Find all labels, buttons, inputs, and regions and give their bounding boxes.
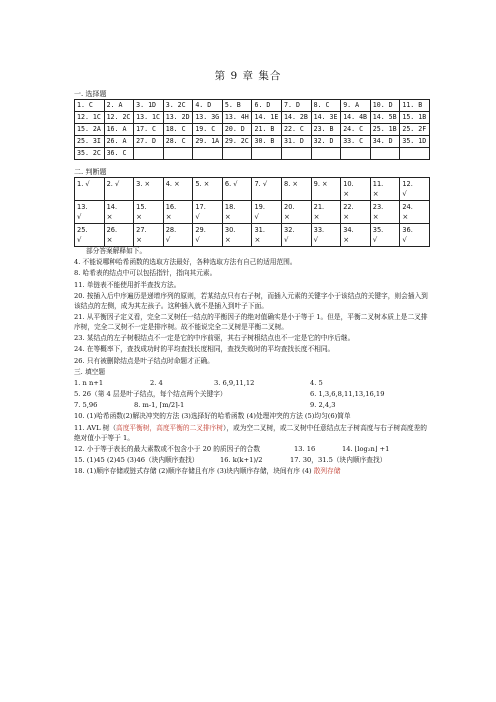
highlighted-answer: 散列存储 bbox=[313, 467, 341, 476]
choice-cell: 32. D bbox=[311, 136, 341, 148]
fill-answer: 17. 30，31.5（块内顺序查找） bbox=[290, 456, 387, 464]
judge-number: 29. bbox=[195, 226, 206, 234]
choice-cell bbox=[282, 148, 312, 160]
judge-number: 19. bbox=[254, 203, 265, 211]
judge-number: 15. bbox=[136, 203, 147, 211]
choice-cell: 8. C bbox=[311, 100, 341, 112]
fill-line-4: 10. (1)哈希函数(2)解决冲突的方法 (3)选择好的哈希函数 (4)处理冲突的方法 (5)均匀(6)简单 bbox=[74, 412, 351, 421]
section-heading-fill: 三. 填空题 bbox=[74, 367, 106, 376]
fill-answer: ），或为空二叉树，或二叉树中任意结点左子树高度与右子树高度差的绝对值小于等于 1。 bbox=[74, 423, 427, 442]
highlighted-answer: 高度平衡树，高度平衡的二叉排序树 bbox=[116, 423, 224, 432]
judge-number: 24. bbox=[402, 203, 413, 211]
fill-line-3 bbox=[74, 400, 430, 410]
choice-cell: 6. D bbox=[252, 100, 282, 112]
fill-answer: 3. 6,9,11,12 bbox=[214, 378, 255, 387]
choice-cell bbox=[252, 148, 282, 160]
judge-number: 23. bbox=[372, 203, 384, 211]
choice-cell: 7. D bbox=[282, 100, 312, 112]
fill-answer: 6. 1,3,6,8,11,13,16,19 bbox=[310, 390, 385, 399]
choice-cell: 4. D bbox=[193, 100, 223, 112]
judge-number: 35. bbox=[372, 226, 384, 234]
fill-answer: 7. 5,96 bbox=[74, 401, 98, 410]
explanation-item: 21. 从平衡因子定义看，完全二叉树任一结点的平衡因子的绝对值确实是小于等于 1。但是，平衡二叉树本质上是二叉排序树，完全二叉树不一定是排序树。故不能说完全二叉树是平衡二叉树。 bbox=[74, 312, 428, 331]
judge-mark: × bbox=[343, 236, 350, 244]
fill-answer: 12. 小于等于表长的最大素数或不包含小于 20 的质因子的合数 bbox=[74, 444, 261, 453]
explanation-item: 4. 不能说哪种哈希函数的选取方法最好，各种选取方法有自己的适用范围。 bbox=[74, 258, 297, 267]
judge-cell bbox=[163, 178, 193, 201]
judge-mark: √ bbox=[77, 213, 82, 221]
judge-mark: √ bbox=[402, 190, 407, 198]
judge-number: 36. bbox=[402, 226, 413, 234]
fill-answer: 1. n n+1 bbox=[74, 378, 104, 387]
judge-mark: × bbox=[106, 213, 113, 221]
judge-number: 20. bbox=[284, 203, 295, 211]
choice-cell: 18. C bbox=[163, 124, 193, 136]
judge-cell bbox=[370, 178, 400, 201]
choice-cell: 35. 1D bbox=[400, 136, 430, 148]
judge-cell bbox=[163, 224, 193, 247]
judge-number: 26. bbox=[106, 226, 118, 234]
explanation-item: 24. 在等概率下，查找成功时的平均查找长度相同，查找失败时的平均查找长度不相同。 bbox=[74, 345, 335, 354]
judge-cell bbox=[341, 224, 371, 247]
choice-row bbox=[75, 124, 430, 136]
choice-cell: 30. B bbox=[252, 136, 282, 148]
chapter-title: 第 9 章 集合 bbox=[214, 70, 282, 82]
fill-answer: 5. 26（第 4 层是叶子结点，每个结点两个关键字） bbox=[74, 390, 227, 399]
judge-number: 4. × bbox=[165, 180, 180, 188]
choice-cell: 2. A bbox=[104, 100, 134, 112]
judge-mark: √ bbox=[195, 236, 200, 244]
judge-number: 16. bbox=[165, 203, 177, 211]
fill-answer: 14. ⌊log₂n⌋ +1 bbox=[342, 444, 390, 453]
choice-cell: 3. 1D bbox=[134, 100, 164, 112]
judge-cell bbox=[341, 201, 371, 224]
choice-cell: 14. 5B bbox=[370, 112, 400, 124]
judge-cell bbox=[252, 201, 282, 224]
choice-cell: 15. 1B bbox=[400, 112, 430, 124]
explanation-item: 8. 哈希表的结点中可以包括指针，指向其元素。 bbox=[74, 269, 217, 278]
judge-number: 2. √ bbox=[106, 180, 120, 188]
judge-row bbox=[75, 201, 430, 224]
judge-cell bbox=[311, 201, 341, 224]
judge-mark: √ bbox=[77, 236, 82, 244]
judge-row bbox=[75, 178, 430, 201]
choice-cell: 25. 3I bbox=[75, 136, 105, 148]
choice-cell: 14. 1E bbox=[252, 112, 282, 124]
judge-cell bbox=[134, 178, 164, 201]
judge-mark: × bbox=[254, 236, 261, 244]
choice-cell: 28. C bbox=[163, 136, 193, 148]
choice-cell: 12. 1C bbox=[75, 112, 105, 124]
choice-cell: 17. C bbox=[134, 124, 164, 136]
judge-cell bbox=[75, 178, 105, 201]
judge-mark: × bbox=[343, 213, 350, 221]
choice-cell: 14. 3E bbox=[311, 112, 341, 124]
choice-cell: 12. 2C bbox=[104, 112, 134, 124]
judge-cell bbox=[311, 178, 341, 201]
judge-cell bbox=[222, 201, 252, 224]
judge-cell bbox=[282, 201, 312, 224]
judge-mark: × bbox=[224, 213, 231, 221]
judge-cell bbox=[134, 201, 164, 224]
fill-answer: 8. m-1, ⌈m/2⌉-1 bbox=[134, 401, 185, 410]
judge-cell bbox=[104, 224, 134, 247]
judge-number: 1. √ bbox=[77, 180, 90, 188]
choice-cell bbox=[193, 148, 223, 160]
judge-cell bbox=[252, 224, 282, 247]
judge-cell bbox=[400, 178, 430, 201]
judge-cell bbox=[311, 224, 341, 247]
choice-cell bbox=[163, 148, 193, 160]
judge-mark: × bbox=[372, 190, 379, 198]
choice-row bbox=[75, 136, 430, 148]
judge-cell bbox=[104, 201, 134, 224]
choice-cell: 13. 3G bbox=[193, 112, 223, 124]
explanation-item: 11. 单链表不能使用折半查找方法。 bbox=[74, 280, 181, 289]
judge-cell bbox=[163, 201, 193, 224]
judge-mark: × bbox=[106, 236, 113, 244]
judge-cell bbox=[222, 224, 252, 247]
choice-cell: 14. 4B bbox=[341, 112, 371, 124]
choice-cell: 9. A bbox=[341, 100, 371, 112]
choice-cell: 13. 2D bbox=[163, 112, 193, 124]
choice-row bbox=[75, 148, 430, 160]
judge-cell bbox=[193, 178, 223, 201]
judge-mark: √ bbox=[165, 236, 171, 244]
judge-cell bbox=[370, 224, 400, 247]
judge-mark: × bbox=[136, 236, 143, 244]
explanations-block bbox=[74, 246, 430, 477]
explanation-item: 23. 某结点的左子树根结点不一定是它的中序前驱，其右子树根结点也不一定是它的中序后继。 bbox=[74, 334, 355, 343]
judge-cell bbox=[400, 201, 430, 224]
judge-number: 14. bbox=[106, 203, 118, 211]
note-line: 部分答案解释如下。 bbox=[86, 247, 147, 255]
judge-cell bbox=[341, 178, 371, 201]
judge-mark: × bbox=[343, 190, 350, 198]
judge-cell bbox=[370, 201, 400, 224]
choice-cell: 24. C bbox=[341, 124, 371, 136]
judge-mark: √ bbox=[402, 236, 407, 244]
judge-mark: √ bbox=[195, 213, 200, 221]
judge-number: 34. bbox=[343, 226, 354, 234]
judge-mark: × bbox=[402, 213, 409, 221]
fill-line-1 bbox=[74, 378, 430, 388]
choice-cell: 5. B bbox=[222, 100, 252, 112]
choice-cell: 29. 1A bbox=[193, 136, 223, 148]
judge-mark: √ bbox=[254, 213, 259, 221]
choice-cell bbox=[134, 148, 164, 160]
choice-cell: 14. 2B bbox=[282, 112, 312, 124]
fill-answer: 16. k(k+1)/2 bbox=[220, 456, 263, 464]
fill-line-6 bbox=[74, 444, 430, 454]
judge-number: 31. bbox=[254, 226, 265, 234]
fill-line-5 bbox=[74, 423, 430, 443]
fill-answer: 4. 5 bbox=[310, 378, 323, 387]
explanation-item: 26. 只有被删除结点是叶子结点时命题才正确。 bbox=[74, 356, 214, 365]
choice-cell bbox=[311, 148, 341, 160]
judge-cell bbox=[282, 178, 312, 201]
judge-cell bbox=[193, 201, 223, 224]
choice-cell: 21. B bbox=[252, 124, 282, 136]
judge-number: 13. bbox=[77, 203, 88, 211]
judge-mark: × bbox=[136, 213, 143, 221]
choice-cell: 15. 2A bbox=[75, 124, 105, 136]
judge-number: 3. × bbox=[136, 180, 151, 188]
section-heading-choice: 一. 选择题 bbox=[74, 90, 107, 98]
judge-row bbox=[75, 224, 430, 247]
fill-answer: 18. (1)顺序存储或链式存储 (2)顺序存储且有序 (3)块内顺序存储，块间有序 (4) bbox=[74, 467, 314, 476]
choice-cell: 3. 2C bbox=[163, 100, 193, 112]
explanation-item: 20. 按插入后中序遍历是递增序列的原则，若某结点只有右子树，而插入元素的关键字小于该结点的关键字，则会插入到该结点的左侧，成为其左孩子。这种插入就不是插入到叶子下面。 bbox=[74, 291, 428, 310]
choice-cell bbox=[222, 148, 252, 160]
judge-cell bbox=[134, 224, 164, 247]
choice-answer-table bbox=[74, 99, 430, 160]
choice-cell: 11. B bbox=[400, 100, 430, 112]
judge-mark: × bbox=[165, 213, 172, 221]
choice-cell bbox=[400, 148, 430, 160]
fill-line-7 bbox=[74, 455, 430, 465]
choice-cell: 26. A bbox=[104, 136, 134, 148]
judge-cell bbox=[222, 178, 252, 201]
fill-answer: 11. AVL 树（ bbox=[74, 423, 117, 432]
judge-number: 27. bbox=[136, 226, 147, 234]
judge-answer-table bbox=[74, 177, 430, 247]
choice-cell: 34. D bbox=[370, 136, 400, 148]
judge-number: 28. bbox=[165, 226, 177, 234]
judge-number: 8. × bbox=[284, 180, 298, 188]
judge-number: 11. bbox=[372, 180, 384, 188]
judge-cell bbox=[282, 224, 312, 247]
judge-number: 18. bbox=[224, 203, 236, 211]
judge-cell bbox=[193, 224, 223, 247]
judge-number: 33. bbox=[313, 226, 325, 234]
choice-cell: 20. D bbox=[222, 124, 252, 136]
judge-mark: × bbox=[284, 213, 290, 221]
judge-cell bbox=[75, 201, 105, 224]
judge-cell bbox=[252, 178, 282, 201]
judge-cell bbox=[104, 178, 134, 201]
judge-number: 6. √ bbox=[224, 180, 238, 188]
judge-number: 5. × bbox=[195, 180, 210, 188]
judge-number: 12. bbox=[402, 180, 413, 188]
judge-number: 22. bbox=[343, 203, 354, 211]
choice-cell: 31. D bbox=[282, 136, 312, 148]
judge-cell bbox=[75, 224, 105, 247]
judge-number: 9. × bbox=[313, 180, 328, 188]
choice-cell: 35. 2C bbox=[75, 148, 105, 160]
choice-cell: 22. C bbox=[282, 124, 312, 136]
choice-cell bbox=[370, 148, 400, 160]
judge-mark: √ bbox=[372, 236, 378, 244]
judge-number: 17. bbox=[195, 203, 206, 211]
choice-cell: 25. 2F bbox=[400, 124, 430, 136]
choice-cell: 25. 1B bbox=[370, 124, 400, 136]
section-heading-judge: 二. 判断题 bbox=[74, 168, 107, 176]
choice-cell: 33. C bbox=[341, 136, 371, 148]
judge-number: 30. bbox=[224, 226, 236, 234]
judge-mark: × bbox=[224, 236, 231, 244]
choice-cell: 13. 1C bbox=[134, 112, 164, 124]
choice-cell bbox=[341, 148, 371, 160]
choice-row bbox=[75, 100, 430, 112]
choice-cell: 1. C bbox=[75, 100, 105, 112]
judge-number: 32. bbox=[284, 226, 295, 234]
choice-cell: 29. 2C bbox=[222, 136, 252, 148]
choice-cell: 36. C bbox=[104, 148, 134, 160]
choice-row bbox=[75, 112, 430, 124]
fill-answer: 2. 4 bbox=[150, 378, 163, 387]
choice-cell: 23. B bbox=[311, 124, 341, 136]
choice-cell: 10. D bbox=[370, 100, 400, 112]
fill-answer: 15. (1)45 (2)45 (3)46（块内顺序查找） bbox=[74, 456, 199, 464]
fill-line-8 bbox=[74, 466, 430, 476]
choice-cell: 27. D bbox=[134, 136, 164, 148]
judge-mark: × bbox=[372, 213, 379, 221]
judge-mark: √ bbox=[313, 236, 319, 244]
choice-cell: 13. 4H bbox=[222, 112, 252, 124]
fill-answer: 9. 2,4,3 bbox=[310, 401, 336, 410]
judge-number: 7. √ bbox=[254, 180, 268, 188]
judge-mark: √ bbox=[284, 236, 289, 244]
judge-number: 10. bbox=[343, 180, 354, 188]
choice-cell: 19. C bbox=[193, 124, 223, 136]
judge-cell bbox=[400, 224, 430, 247]
judge-mark: × bbox=[313, 213, 320, 221]
choice-cell: 16. A bbox=[104, 124, 134, 136]
fill-line-2 bbox=[74, 389, 430, 399]
judge-number: 21. bbox=[313, 203, 325, 211]
fill-answer: 13. 16 bbox=[294, 444, 316, 453]
judge-number: 25. bbox=[77, 226, 88, 234]
